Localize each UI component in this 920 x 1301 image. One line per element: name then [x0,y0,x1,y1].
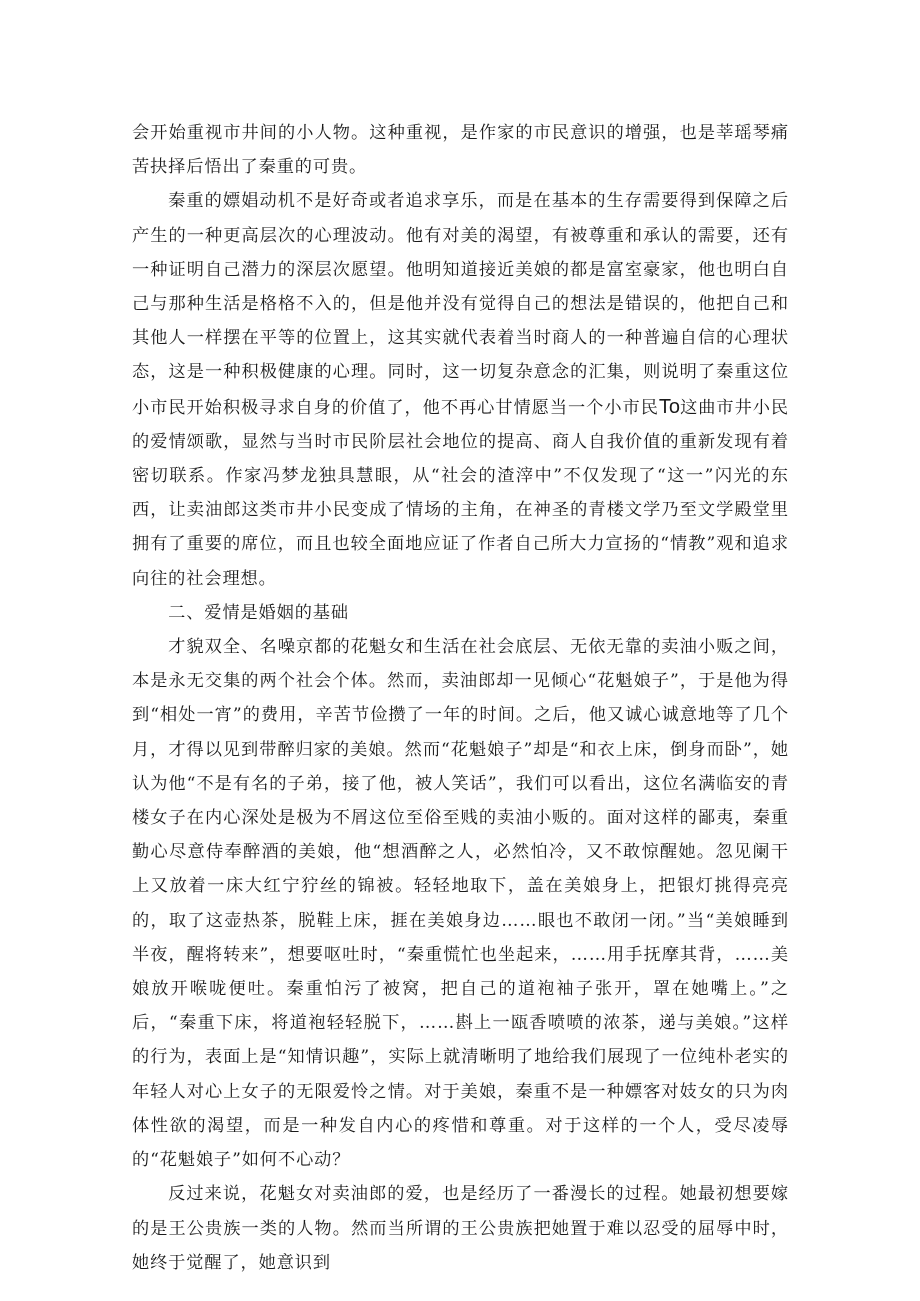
section-heading: 二、爱情是婚姻的基础 [168,602,349,623]
paragraph-1: 会开始重视市井间的小人物。这种重视，是作家的市民意识的增强，也是莘瑶琴痛苦抉择后悟出了秦重的可贵。 [132,123,789,178]
paragraph-2 [132,184,789,595]
document-page [132,116,789,1280]
paragraph-3: 才貌双全、名噪京都的花魁女和生活在社会底层、无依无靠的卖油小贩之间，本是永无交集的两个社会个体。然而，卖油郎却一见倾心“花魁娘子”，于是他为得到“相处一宵”的费用，辛苦节俭攒了一年的时间。之后，他又诚心诚意地等了几个月，才得以见到带醉归家的美娘。然而“花魁娘子”却是“和衣上床，倒身而卧”，她认为他“不是有名的子弟，接了他，被人笑话”，我们可以看出，这位名满临安的青楼女子在内心深处是极为不屑这位至俗至贱的卖油小贩的。面对这样的鄙夷，秦重勤心尽意侍奉醉酒的美娘，他“想酒醉之人，必然怕冷，又不敢惊醒她。忽见阑干上又放着一床大红宁狞丝的锦被。轻轻地取下，盖在美娘身上，把银灯挑得亮亮的，取了这壶热茶，脱鞋上床，捱在美娘身边……眼也不敢闭一闭。”当“美娘睡到半夜，醒将转来”，想要呕吐时，“秦重慌忙也坐起来，……用手抚摩其背，……美娘放开喉咙便吐。秦重怕污了被窝，把自己的道袍袖子张开，罩在她嘴上。”之后，“秦重下床，将道袍轻轻脱下，……斟上一瓯香喷喷的浓茶，递与美娘。”这样的行为，表面上是“知情识趣”，实际上就清晰明了地给我们展现了一位纯朴老实的年轻人对心上女子的无限爱怜之情。对于美娘，秦重不是一种嫖客对妓女的只为肉体性欲的渴望，而是一种发自内心的疼惜和尊重。对于这样的一个人，受尽凌辱的“花魁娘子”如何不心动？ [132,637,789,1171]
paragraph-2-latin-fragment: To [658,395,680,418]
paragraph-2-text-a: 秦重的嫖娼动机不是好奇或者追求享乐，而是在基本的生存需要得到保障之后产生的一种更高层次的心理波动。他有对美的渴望，有被尊重和承认的需要，还有一种证明自己潜力的深层次愿望。他明知道接近美娘的都是富室豪家，他也明白自己与那种生活是格格不入的，但是他并没有觉得自己的想法是错误的，他把自己和其他人一样摆在平等的位置上，这其实就代表着当时商人的一种普遍自信的心理状态，这是一种积极健康的心理。同时，这一切复杂意念的汇集，则说明了秦重这位小市民开始积极寻求自身的价值了，他不再心甘情愿当一个小市民 [132,191,789,418]
paragraph-4: 反过来说，花魁女对卖油郎的爱，也是经历了一番漫长的过程。她最初想要嫁的是王公贵族一类的人物。然而当所谓的王公贵族把她置于难以忍受的屈辱中时，她终于觉醒了，她意识到 [132,1184,789,1273]
paragraph-2-text-b: 这曲市井小民的爱情颂歌，显然与当时市民阶层社会地位的提高、商人自我价值的重新发现有着密切联系。作家冯梦龙独具慧眼，从“社会的渣滓中”不仅发现了“这一”闪光的东西，让卖油郎这类市井小民变成了情场的主角，在神圣的青楼文学乃至文学殿堂里拥有了重要的席位，而且也较全面地应证了作者自己所大力宣扬的“情教”观和追求向往的社会理想。 [132,397,789,589]
